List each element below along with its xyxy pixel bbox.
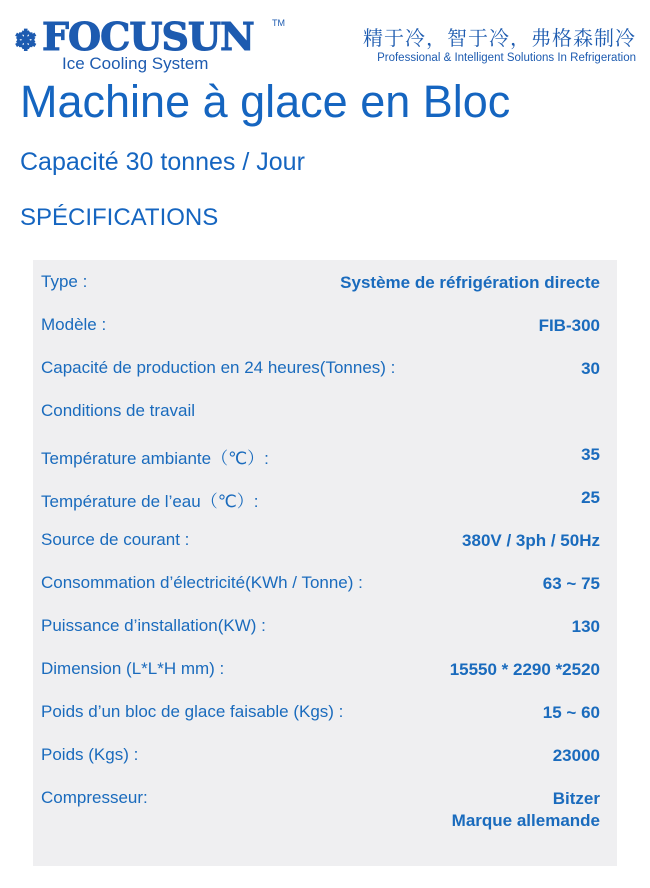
spec-value: 63 ~ 75 xyxy=(542,574,600,593)
spec-value: 130 xyxy=(571,617,600,636)
spec-value: 15 ~ 60 xyxy=(542,703,600,722)
spec-row-block-weight xyxy=(33,696,617,726)
spec-label: Puissance d’installation(KW) : xyxy=(41,616,266,635)
capacity-subtitle: Capacité 30 tonnes / Jour xyxy=(20,148,305,176)
spec-row-installed-power xyxy=(33,610,617,640)
spec-row-model xyxy=(33,309,617,339)
spec-label: Compresseur: xyxy=(41,788,148,807)
page-title: Machine à glace en Bloc xyxy=(20,76,511,127)
slogan-english: Professional & Intelligent Solutions In Refrigeration xyxy=(377,52,636,64)
spec-label: Source de courant : xyxy=(41,530,190,549)
spec-label: Dimension (L*L*H mm) : xyxy=(41,659,225,678)
spec-label: Température de l’eau（℃）: xyxy=(41,492,259,511)
spec-row-ambient-temp xyxy=(33,438,617,468)
spec-row-compressor xyxy=(33,782,617,838)
logo-subtitle: Ice Cooling System xyxy=(62,54,209,73)
spec-value: FIB-300 xyxy=(538,316,600,335)
spec-label: Capacité de production en 24 heures(Tonnes) : xyxy=(41,358,396,377)
spec-label: Température ambiante（℃）: xyxy=(41,449,269,468)
spec-label: Type : xyxy=(41,272,88,291)
spec-row-power-source xyxy=(33,524,617,554)
compressor-brand: Bitzer xyxy=(552,789,600,808)
specifications-table xyxy=(33,260,617,866)
spec-value: Système de réfrigération directe xyxy=(340,273,600,292)
spec-label: Modèle : xyxy=(41,315,107,334)
spec-label: Conditions de travail xyxy=(41,401,196,420)
spec-value xyxy=(452,788,600,832)
spec-row-consumption xyxy=(33,567,617,597)
spec-row-weight xyxy=(33,739,617,769)
trademark: TM xyxy=(272,18,285,28)
spec-value: 25 xyxy=(581,488,600,507)
compressor-origin: Marque allemande xyxy=(451,811,600,830)
spec-row-type xyxy=(33,266,617,296)
spec-row-working-conditions xyxy=(33,395,617,425)
slogan-chinese: 精于冷，智于冷，弗格森制冷 xyxy=(363,26,636,50)
header xyxy=(0,0,650,80)
spec-label: Poids (Kgs) : xyxy=(41,745,139,764)
spec-label: Consommation d’électricité(KWh / Tonne) : xyxy=(41,573,363,592)
specifications-heading: SPÉCIFICATIONS xyxy=(20,204,219,231)
spec-value: 30 xyxy=(581,359,600,378)
spec-row-water-temp xyxy=(33,481,617,511)
spec-label: Poids d’un bloc de glace faisable (Kgs) : xyxy=(41,702,344,721)
spec-row-dimension xyxy=(33,653,617,683)
snowflake-icon: ❄ xyxy=(14,24,37,57)
spec-value: 15550 * 2290 *2520 xyxy=(449,660,600,679)
spec-value: 380V / 3ph / 50Hz xyxy=(462,531,600,550)
spec-value: 23000 xyxy=(552,746,600,765)
focusun-logo xyxy=(14,14,289,73)
spec-value: 35 xyxy=(581,445,600,464)
logo-text: FOCUSUN xyxy=(42,14,254,59)
spec-row-capacity xyxy=(33,352,617,382)
